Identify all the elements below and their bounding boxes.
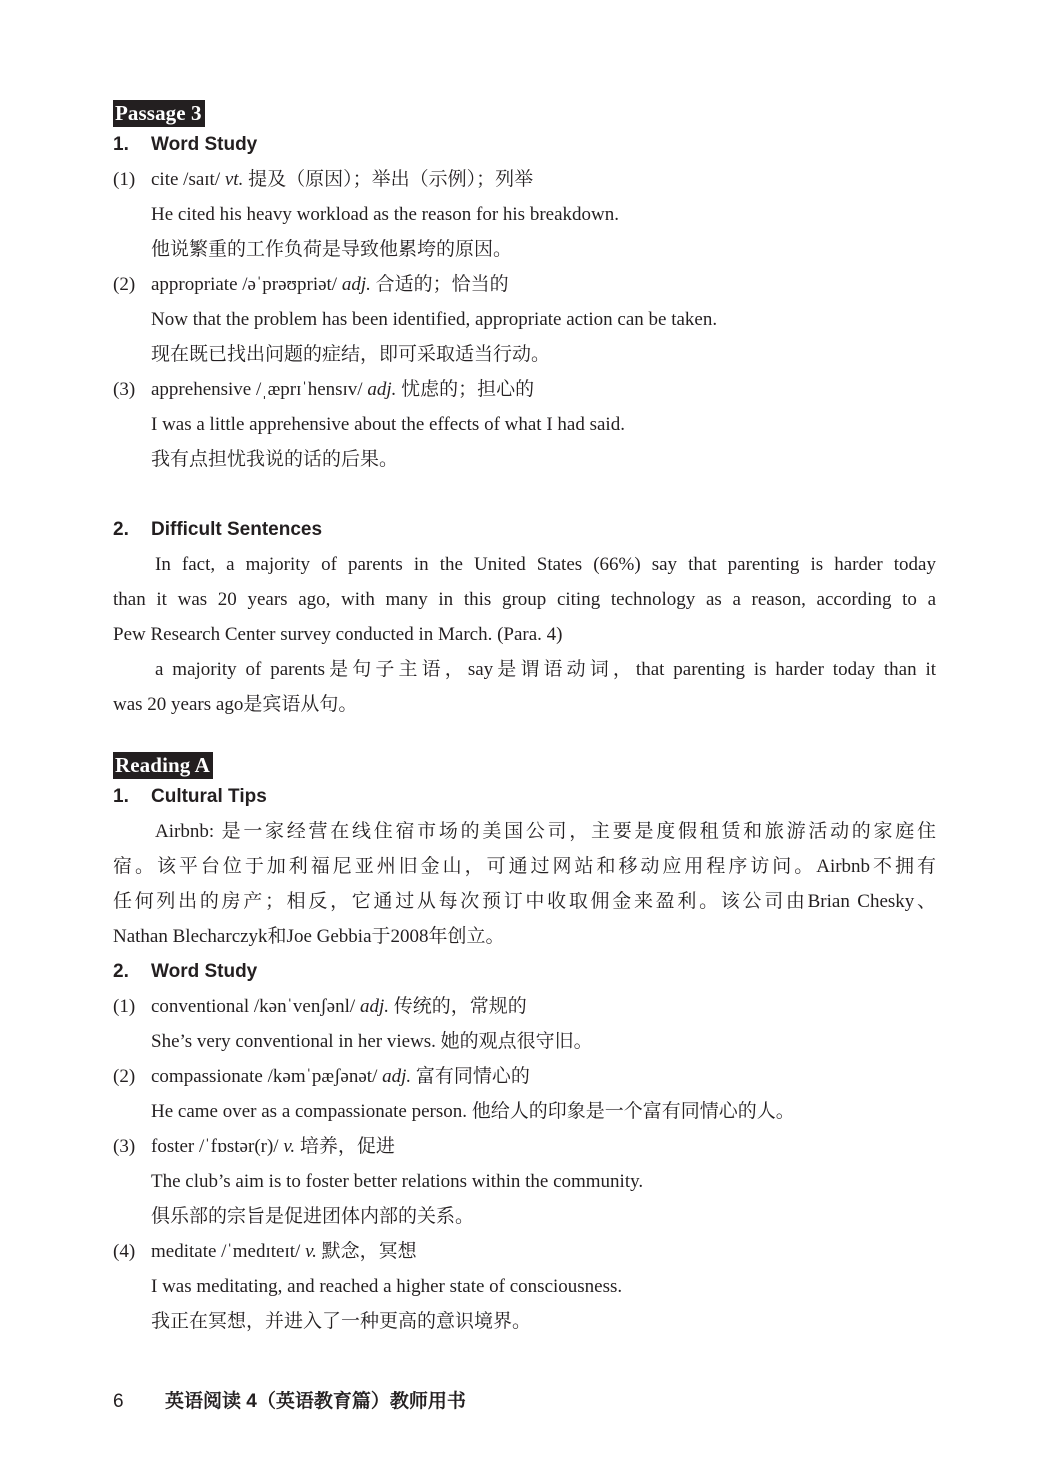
- part-of-speech: v.: [283, 1136, 296, 1157]
- vocab-headword-line: [113, 1234, 936, 1269]
- vocab-headword-line: [113, 162, 936, 197]
- meaning: 默念，冥想: [316, 1241, 417, 1262]
- example-sentence: She’s very conventional in her views. 她的观点很守旧。: [151, 1031, 593, 1052]
- entry-number: (2): [113, 274, 136, 295]
- vocab-headword-line: [113, 267, 936, 302]
- page-number: 6: [113, 1391, 124, 1412]
- example-sentence: He cited his heavy workload as the reason for his breakdown.: [151, 204, 619, 225]
- entry-number: (3): [113, 1136, 136, 1157]
- part-of-speech: adj.: [382, 1066, 412, 1087]
- entry-number: (1): [113, 996, 136, 1017]
- difficult-sentences-heading: [113, 512, 936, 547]
- word-study-heading: [113, 954, 936, 989]
- headword: appropriate /əˈprəʊpriət/: [151, 274, 342, 295]
- example-sentence: The club’s aim is to foster better relations within the community.: [151, 1171, 644, 1192]
- meaning: 培养，促进: [295, 1136, 395, 1157]
- cultural-tips-paragraph: [113, 814, 936, 954]
- example-translation: 我有点担忧我说的话的后果。: [151, 449, 399, 470]
- passage3-section: [113, 100, 936, 722]
- paragraph-line: a majority of parents是句子主语，say是谓语动词，that parenting is harder today than it: [155, 659, 936, 680]
- heading-number: 2.: [113, 961, 129, 982]
- analysis-paragraph: [113, 652, 936, 722]
- part-of-speech: vt.: [224, 169, 244, 190]
- difficult-sentence-paragraph: [113, 547, 936, 652]
- heading-title: Word Study: [151, 961, 258, 982]
- example-sentence: Now that the problem has been identified, appropriate action can be taken.: [151, 309, 718, 330]
- entry-number: (4): [113, 1241, 136, 1262]
- paragraph-line: In fact, a majority of parents in the United States (66%) say that parenting is harder today: [155, 554, 936, 575]
- heading-title: Cultural Tips: [151, 786, 267, 807]
- vocab-headword-line: [113, 1059, 936, 1094]
- part-of-speech: adj.: [367, 379, 397, 400]
- book-title: 英语阅读 4（英语教育篇）教师用书: [165, 1391, 466, 1412]
- example-translation: 现在既已找出问题的症结，即可采取适当行动。: [151, 344, 551, 365]
- vocab-headword-line: [113, 1129, 936, 1164]
- heading-title: Word Study: [151, 134, 258, 155]
- page-footer: [113, 1387, 936, 1417]
- meaning: 忧虑的；担心的: [396, 379, 535, 400]
- example-sentence: I was meditating, and reached a higher state of consciousness.: [151, 1276, 623, 1297]
- vocab-headword-line: [113, 372, 936, 407]
- meaning: 传统的，常规的: [388, 996, 527, 1017]
- headword: conventional /kənˈvenʃənl/: [151, 996, 360, 1017]
- vocab-entry: [113, 162, 936, 267]
- vocab-entry: [113, 267, 936, 372]
- headword: compassionate /kəmˈpæʃənət/: [151, 1066, 383, 1087]
- paragraph-line: Airbnb: 是一家经营在线住宿市场的美国公司，主要是度假租赁和旅游活动的家庭住: [155, 821, 936, 842]
- entry-number: (1): [113, 169, 136, 190]
- headword: meditate /ˈmedɪteɪt/: [151, 1241, 306, 1262]
- part-of-speech: v.: [305, 1241, 317, 1262]
- section-tag-reading-a: Reading A: [113, 752, 213, 779]
- paragraph-line: 宿。该平台位于加利福尼亚州旧金山，可通过网站和移动应用程序访问。Airbnb不拥有: [113, 856, 936, 877]
- headword: cite /saɪt/: [151, 169, 225, 190]
- headword: foster /ˈfɒstər(r)/: [151, 1136, 284, 1157]
- entry-number: (2): [113, 1066, 136, 1087]
- word-study-heading: [113, 127, 936, 162]
- cultural-tips-heading: [113, 779, 936, 814]
- paragraph-line: was 20 years ago是宾语从句。: [113, 694, 358, 715]
- heading-number: 1.: [113, 134, 129, 155]
- reading-a-section: [113, 752, 936, 1339]
- heading-number: 1.: [113, 786, 129, 807]
- vocab-entry: [113, 1059, 936, 1129]
- section-tag-passage3: Passage 3: [113, 100, 205, 127]
- example-sentence: He came over as a compassionate person. 他给人的印象是一个富有同情心的人。: [151, 1101, 795, 1122]
- paragraph-line: than it was 20 years ago, with many in this group citing technology as a reason, according to a: [113, 589, 936, 610]
- heading-number: 2.: [113, 519, 129, 540]
- meaning: 合适的；恰当的: [370, 274, 509, 295]
- page-content: [113, 100, 936, 1339]
- part-of-speech: adj.: [359, 996, 389, 1017]
- paragraph-line: Nathan Blecharczyk和Joe Gebbia于2008年创立。: [113, 926, 505, 947]
- headword: apprehensive /ˌæprɪˈhensɪv/: [151, 379, 368, 400]
- vocab-entry: [113, 1129, 936, 1234]
- vocab-headword-line: [113, 989, 936, 1024]
- vocab-entry: [113, 372, 936, 477]
- example-translation: 俱乐部的宗旨是促进团体内部的关系。: [151, 1206, 475, 1227]
- paragraph-line: Pew Research Center survey conducted in March. (Para. 4): [113, 624, 563, 645]
- example-translation: 他说繁重的工作负荷是导致他累垮的原因。: [151, 239, 513, 260]
- part-of-speech: adj.: [341, 274, 371, 295]
- meaning: 提及（原因）；举出（示例）；列举: [243, 169, 534, 190]
- example-sentence: I was a little apprehensive about the effects of what I had said.: [151, 414, 625, 435]
- vocab-entry: [113, 1234, 936, 1339]
- heading-title: Difficult Sentences: [151, 519, 323, 540]
- vocab-entry: [113, 989, 936, 1059]
- example-translation: 我正在冥想，并进入了一种更高的意识境界。: [151, 1311, 532, 1332]
- paragraph-line: 任何列出的房产；相反，它通过从每次预订中收取佣金来盈利。该公司由Brian Chesky、: [113, 891, 936, 912]
- entry-number: (3): [113, 379, 136, 400]
- meaning: 富有同情心的: [411, 1066, 530, 1087]
